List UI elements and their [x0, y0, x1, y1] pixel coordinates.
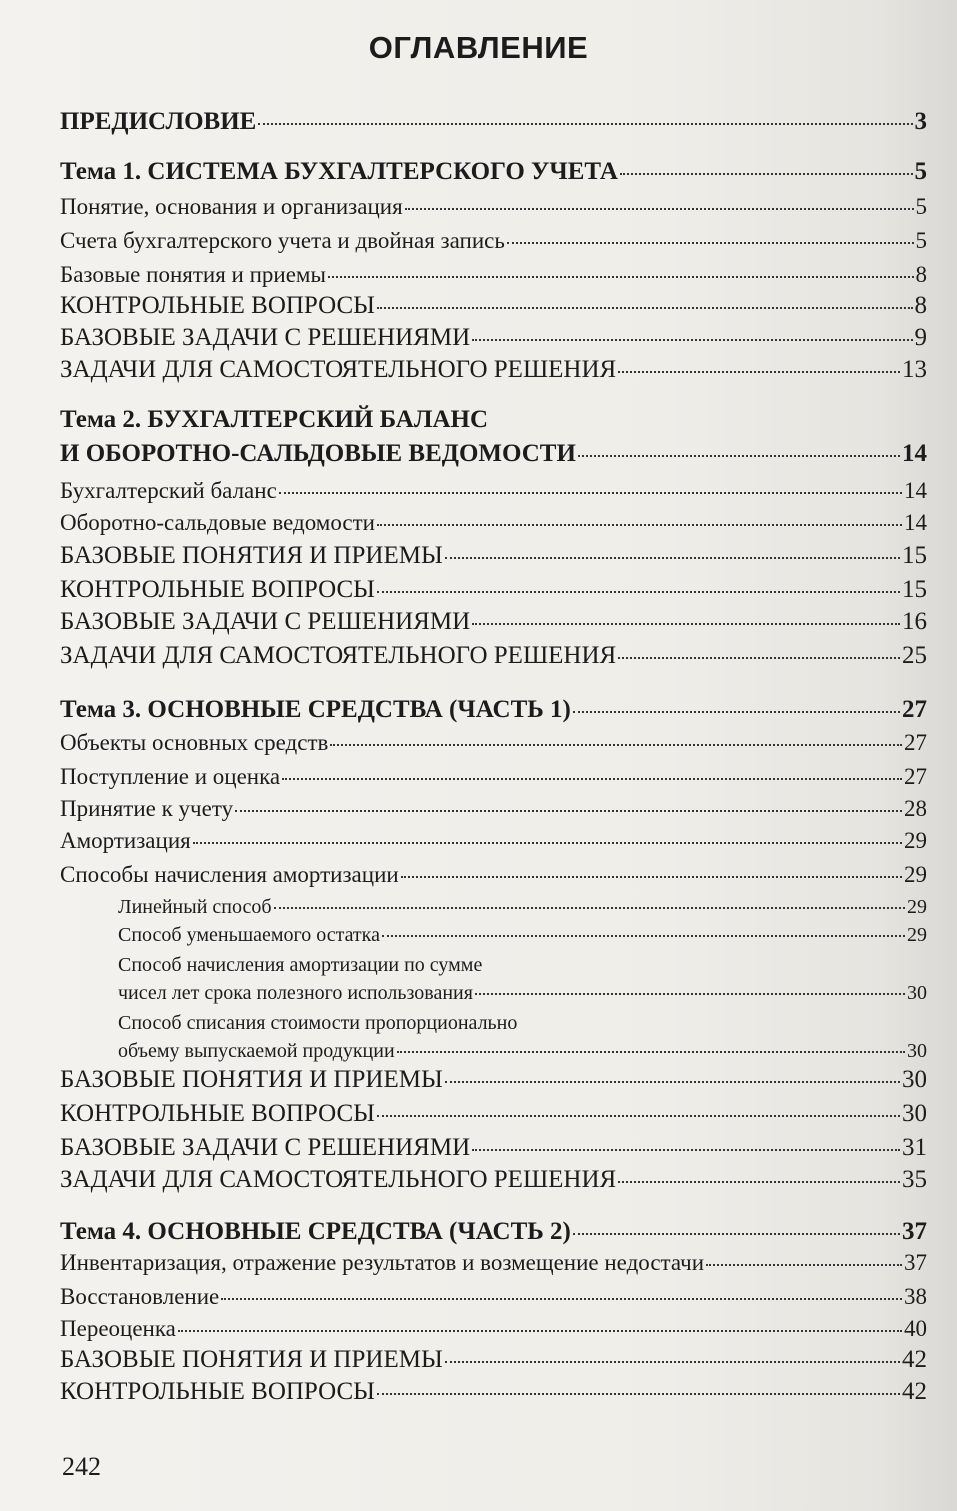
entry-page: 14 — [902, 440, 927, 467]
dot-leader — [445, 1081, 900, 1083]
toc-entry[interactable] — [60, 1316, 927, 1342]
entry-title: Бухгалтерский баланс — [60, 478, 277, 503]
dot-leader — [573, 1233, 900, 1235]
entry-title: Счета бухгалтерского учета и двойная запись — [60, 228, 505, 253]
toc-entry[interactable] — [60, 642, 927, 670]
entry-title: Переоценка — [60, 1316, 176, 1341]
dot-leader — [706, 1264, 902, 1266]
entry-page: 8 — [915, 262, 927, 287]
entry-title: Способы начисления амортизации — [60, 862, 399, 887]
toc-entry-topic-2-line1[interactable] — [60, 406, 927, 434]
toc-entry[interactable] — [60, 194, 927, 220]
entry-page: 37 — [904, 1250, 927, 1275]
entry-page: 42 — [902, 1378, 927, 1405]
dot-leader — [377, 524, 902, 526]
entry-title: Амортизация — [60, 828, 191, 853]
entry-page: 5 — [915, 194, 927, 219]
toc-entry[interactable] — [60, 764, 927, 790]
entry-page: 30 — [907, 982, 927, 1004]
toc-subentry-line1[interactable]: Способ начисления амортизации по сумме — [118, 954, 483, 976]
toc-entry-topic-3[interactable] — [60, 696, 927, 724]
entry-page: 8 — [914, 292, 927, 319]
entry-title: Базовые понятия и приемы — [60, 262, 326, 287]
toc-entry[interactable] — [60, 1284, 927, 1310]
toc-entry[interactable] — [60, 292, 927, 320]
entry-title: ЗАДАЧИ ДЛЯ САМОСТОЯТЕЛЬНОГО РЕШЕНИЯ — [60, 1166, 617, 1193]
entry-page: 13 — [902, 356, 927, 383]
entry-page: 42 — [902, 1346, 927, 1373]
entry-title: КОНТРОЛЬНЫЕ ВОПРОСЫ — [60, 292, 375, 319]
toc-subentry-line2[interactable] — [60, 982, 927, 1005]
entry-title: КОНТРОЛЬНЫЕ ВОПРОСЫ — [60, 1100, 375, 1127]
entry-page: 5 — [914, 158, 927, 185]
toc-entry[interactable] — [60, 356, 927, 384]
entry-page: 14 — [904, 478, 927, 503]
entry-page: 30 — [902, 1100, 927, 1127]
dot-leader — [282, 778, 902, 780]
dot-leader — [193, 842, 902, 844]
dot-leader — [279, 492, 902, 494]
entry-title: ЗАДАЧИ ДЛЯ САМОСТОЯТЕЛЬНОГО РЕШЕНИЯ — [60, 356, 617, 383]
entry-title-cont: чисел лет срока полезного использования — [118, 982, 473, 1004]
dot-leader — [401, 876, 902, 878]
toc-entry-preface[interactable] — [60, 108, 927, 136]
entry-page: 38 — [904, 1284, 927, 1309]
toc-heading: ОГЛАВЛЕНИЕ — [368, 30, 589, 65]
toc-entry[interactable] — [60, 796, 927, 822]
entry-page: 25 — [902, 642, 927, 669]
dot-leader — [472, 339, 912, 341]
entry-title-cont: объему выпускаемой продукции — [118, 1040, 395, 1062]
dot-leader — [618, 371, 900, 373]
entry-page: 28 — [904, 796, 927, 821]
entry-title: Тема 1. СИСТЕМА БУХГАЛТЕРСКОГО УЧЕТА — [60, 158, 618, 185]
toc-subentry[interactable] — [60, 896, 927, 919]
toc-entry-topic-2-line2[interactable] — [60, 440, 927, 468]
dot-leader — [377, 591, 900, 593]
dot-leader — [377, 1115, 900, 1117]
toc-entry[interactable] — [60, 1134, 927, 1162]
dot-leader — [235, 810, 902, 812]
toc-entry[interactable] — [60, 324, 927, 352]
dot-leader — [397, 1051, 905, 1053]
entry-page: 27 — [902, 696, 927, 723]
entry-title: Объекты основных средств — [60, 730, 329, 755]
toc-entry[interactable] — [60, 228, 927, 254]
entry-title: КОНТРОЛЬНЫЕ ВОПРОСЫ — [60, 1378, 375, 1405]
entry-title: Принятие к учету — [60, 796, 234, 821]
toc-entry[interactable] — [60, 828, 927, 854]
dot-leader — [618, 1181, 900, 1183]
toc-entry[interactable] — [60, 608, 927, 636]
entry-title: Восстановление — [60, 1284, 220, 1309]
toc-entry[interactable] — [60, 730, 927, 756]
entry-page: 14 — [904, 510, 927, 535]
dot-leader — [330, 744, 902, 746]
entry-page: 27 — [904, 764, 927, 789]
entry-page: 30 — [902, 1066, 927, 1093]
dot-leader — [620, 173, 913, 175]
entry-page: 15 — [902, 576, 927, 603]
entry-title: БАЗОВЫЕ ЗАДАЧИ С РЕШЕНИЯМИ — [60, 324, 471, 351]
entry-page: 29 — [904, 862, 927, 887]
entry-title: Тема 4. ОСНОВНЫЕ СРЕДСТВА (ЧАСТЬ 2) — [60, 1218, 571, 1245]
dot-leader — [573, 711, 900, 713]
toc-entry[interactable] — [60, 1100, 927, 1128]
entry-title: БАЗОВЫЕ ПОНЯТИЯ И ПРИЕМЫ — [60, 542, 443, 569]
toc-entry[interactable] — [60, 1166, 927, 1194]
toc-entry[interactable] — [60, 1250, 927, 1276]
entry-title: Линейный способ — [118, 896, 272, 918]
toc-entry[interactable] — [60, 1066, 927, 1094]
dot-leader — [221, 1298, 902, 1300]
dot-leader — [618, 657, 900, 659]
entry-title: БАЗОВЫЕ ЗАДАЧИ С РЕШЕНИЯМИ — [60, 1134, 471, 1161]
entry-title: Поступление и оценка — [60, 764, 281, 789]
entry-title-cont: И ОБОРОТНО-САЛЬДОВЫЕ ВЕДОМОСТИ — [60, 440, 576, 467]
toc-subentry-line2[interactable] — [60, 1040, 927, 1063]
toc-subentry[interactable] — [60, 924, 927, 947]
entry-page: 31 — [902, 1134, 927, 1161]
page-number: 242 — [62, 1452, 101, 1481]
dot-leader — [578, 455, 900, 457]
toc-subentry-line1[interactable]: Способ списания стоимости пропорционально — [118, 1012, 518, 1034]
entry-page: 15 — [902, 542, 927, 569]
entry-page: 5 — [915, 228, 927, 253]
toc-entry[interactable] — [60, 510, 927, 536]
entry-title: БАЗОВЫЕ ПОНЯТИЯ И ПРИЕМЫ — [60, 1346, 443, 1373]
entry-page: 27 — [904, 730, 927, 755]
toc-entry[interactable] — [60, 1346, 927, 1374]
entry-title: БАЗОВЫЕ ПОНЯТИЯ И ПРИЕМЫ — [60, 1066, 443, 1093]
dot-leader — [405, 208, 914, 210]
dot-leader — [274, 907, 905, 909]
toc-entry[interactable] — [60, 1378, 927, 1406]
entry-page: 16 — [902, 608, 927, 635]
entry-title: КОНТРОЛЬНЫЕ ВОПРОСЫ — [60, 576, 375, 603]
dot-leader — [507, 242, 914, 244]
toc-entry[interactable] — [60, 542, 927, 570]
toc-entry[interactable] — [60, 478, 927, 504]
entry-title: ПРЕДИСЛОВИЕ — [60, 108, 257, 135]
dot-leader — [382, 935, 905, 937]
entry-title: Оборотно-сальдовые ведомости — [60, 510, 375, 535]
dot-leader — [377, 307, 913, 309]
toc-entry-topic-4[interactable] — [60, 1218, 927, 1246]
toc-entry[interactable] — [60, 862, 927, 888]
entry-title: Способ уменьшаемого остатка — [118, 924, 380, 946]
entry-page: 37 — [902, 1218, 927, 1245]
toc-entry[interactable] — [60, 576, 927, 604]
entry-title: Понятие, основания и организация — [60, 194, 403, 219]
dot-leader — [445, 1361, 900, 1363]
entry-page: 35 — [902, 1166, 927, 1193]
entry-title: Инвентаризация, отражение результатов и возмещение недостачи — [60, 1250, 705, 1275]
entry-page: 40 — [904, 1316, 927, 1341]
entry-page: 29 — [904, 828, 927, 853]
toc-entry[interactable] — [60, 262, 927, 288]
entry-title: Тема 2. БУХГАЛТЕРСКИЙ БАЛАНС — [60, 406, 489, 433]
toc-entry-topic-1[interactable] — [60, 158, 927, 186]
dot-leader — [178, 1330, 902, 1332]
entry-page: 9 — [914, 324, 927, 351]
entry-page: 29 — [907, 896, 927, 918]
dot-leader — [377, 1393, 900, 1395]
dot-leader — [475, 993, 905, 995]
dot-leader — [258, 123, 912, 125]
entry-page: 29 — [907, 924, 927, 946]
entry-title: БАЗОВЫЕ ЗАДАЧИ С РЕШЕНИЯМИ — [60, 608, 471, 635]
dot-leader — [472, 1149, 900, 1151]
dot-leader — [472, 623, 900, 625]
entry-title: Тема 3. ОСНОВНЫЕ СРЕДСТВА (ЧАСТЬ 1) — [60, 696, 571, 723]
entry-page: 30 — [907, 1040, 927, 1062]
entry-page: 3 — [914, 108, 927, 135]
dot-leader — [328, 276, 914, 278]
entry-title: ЗАДАЧИ ДЛЯ САМОСТОЯТЕЛЬНОГО РЕШЕНИЯ — [60, 642, 617, 669]
dot-leader — [445, 557, 900, 559]
